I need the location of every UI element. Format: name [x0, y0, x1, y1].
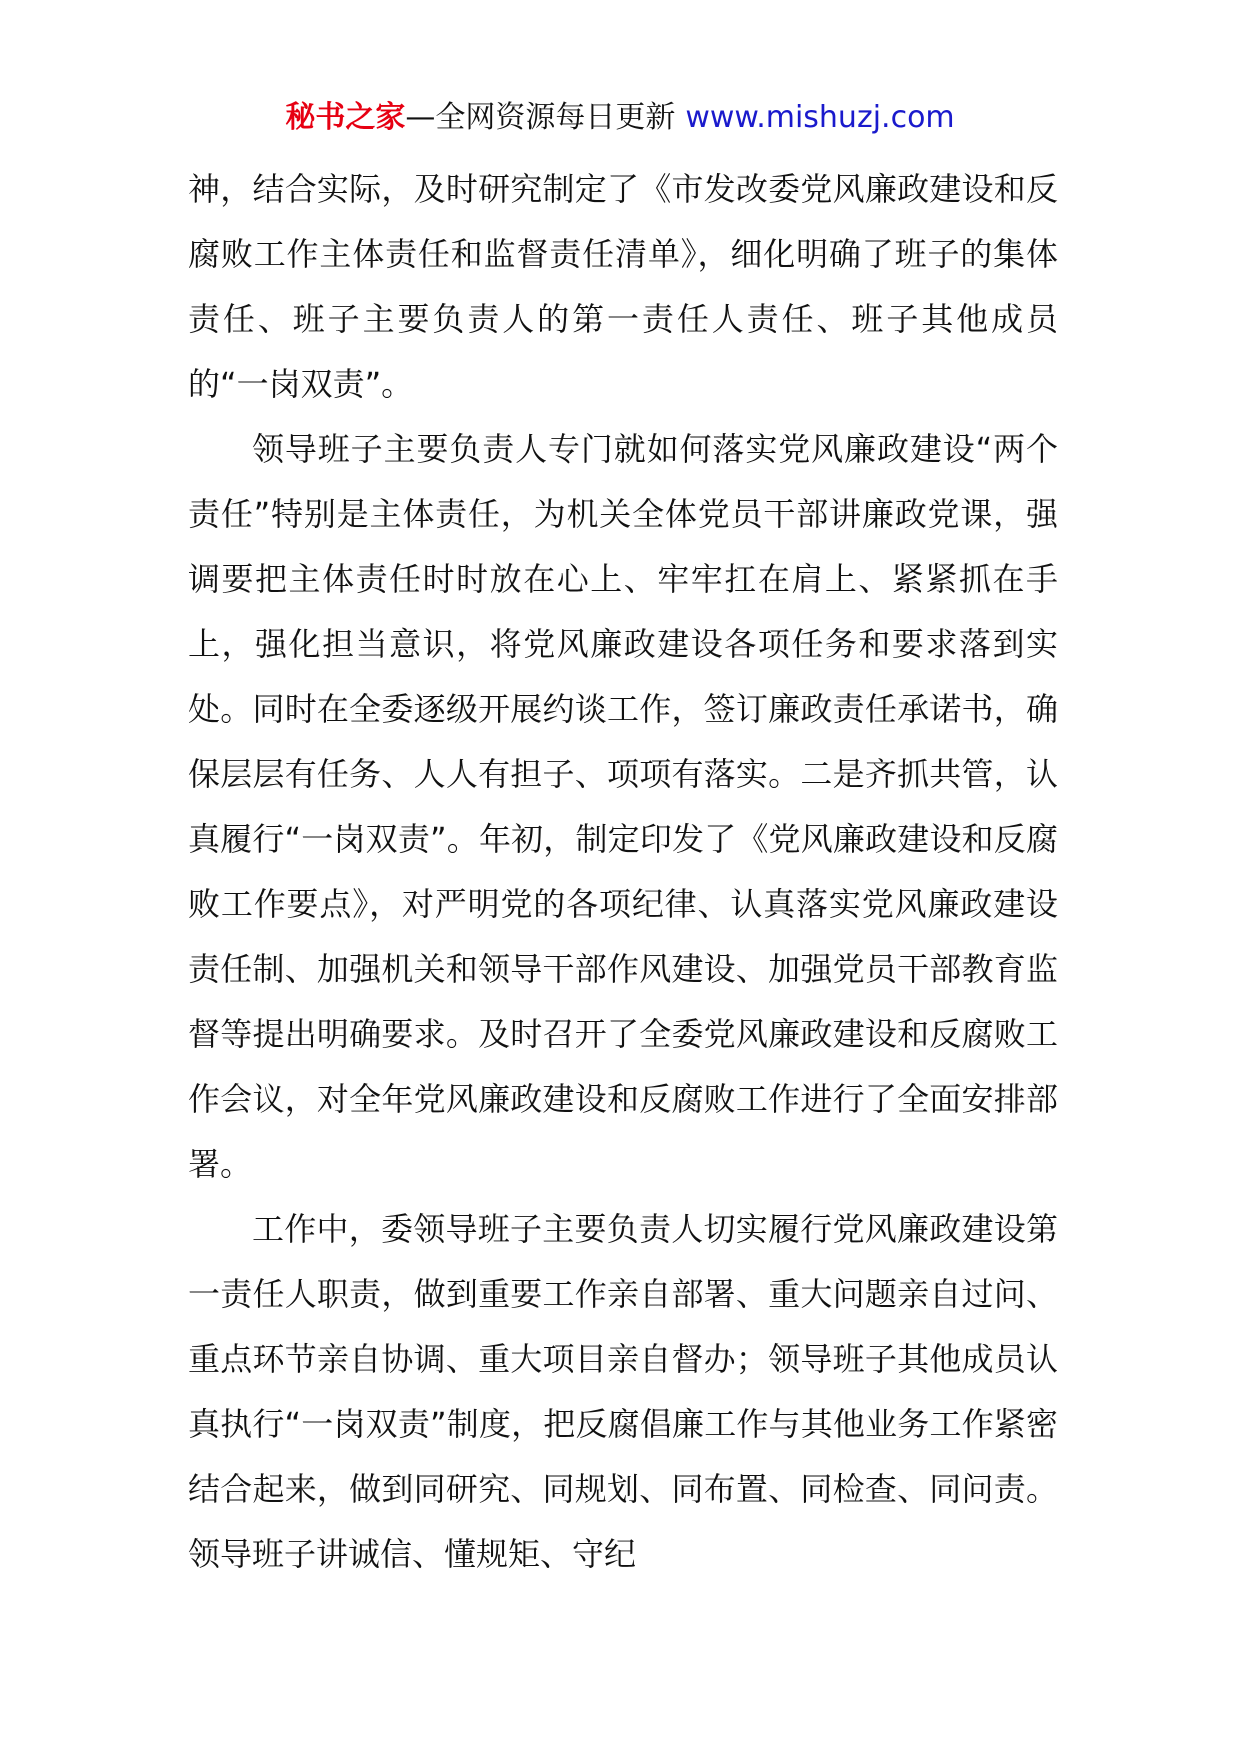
header-brand: 秘书之家: [285, 100, 406, 135]
header-url-link[interactable]: www.mishuzj.com: [685, 100, 955, 135]
paragraph: 神，结合实际，及时研究制定了《市发改委党风廉政建设和反腐败工作主体责任和监督责任清单》，细化明确了班子的集体责任、班子主要负责人的第一责任人责任、班子其他成员的“一岗双责”。: [188, 170, 1058, 403]
paragraph: 领导班子主要负责人专门就如何落实党风廉政建设“两个责任”特别是主体责任，为机关全体党员干部讲廉政党课，强调要把主体责任时时放在心上、牢牢扛在肩上、紧紧抓在手上，强化担当意识，将党风廉政建设各项任务和要求落到实处。同时在全委逐级开展约谈工作，签订廉政责任承诺书，确保层层有任务、人人有担子、项项有落实。二是齐抓共管，认真履行“一岗双责”。年初，制定印发了《党风廉政建设和反腐败工作要点》，对严明党的各项纪律、认真落实党风廉政建设责任制、加强机关和领导干部作风建设、加强党员干部教育监督等提出明确要求。及时召开了全委党风廉政建设和反腐败工作会议，对全年党风廉政建设和反腐败工作进行了全面安排部署。: [188, 430, 1058, 1183]
paragraph: 工作中，委领导班子主要负责人切实履行党风廉政建设第一责任人职责，做到重要工作亲自部署、重大问题亲自过问、重点环节亲自协调、重大项目亲自督办；领导班子其他成员认真执行“一岗双责”制度，把反腐倡廉工作与其他业务工作紧密结合起来，做到同研究、同规划、同布置、同检查、同问责。领导班子讲诚信、懂规矩、守纪: [188, 1210, 1058, 1573]
header-tagline: —全网资源每日更新: [405, 100, 676, 135]
page-header: [0, 98, 1240, 138]
document-body: [188, 157, 1058, 1587]
